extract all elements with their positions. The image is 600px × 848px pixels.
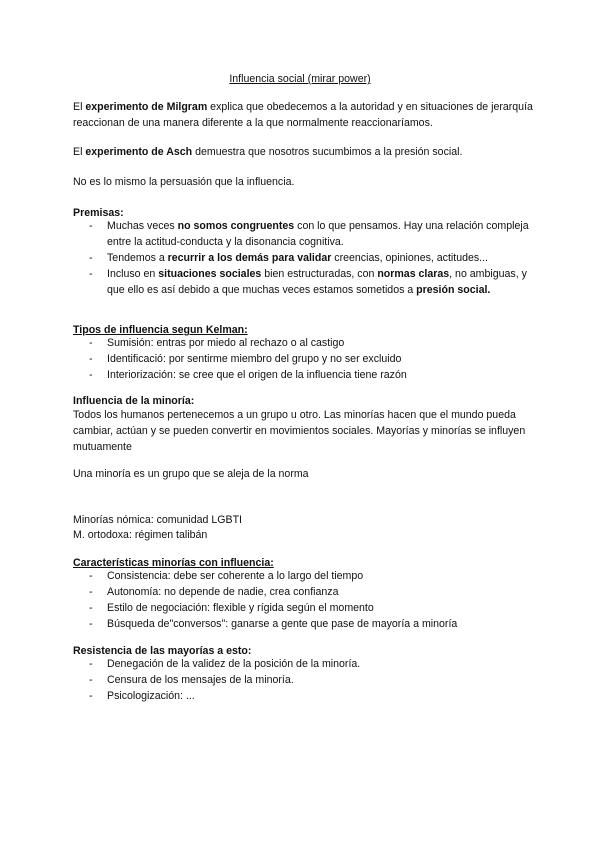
document-title: Influencia social (mirar power) xyxy=(229,73,371,85)
caracteristicas-list xyxy=(73,568,533,632)
minoria-definition: Una minoría es un grupo que se aleja de la norma xyxy=(73,468,309,480)
resistencia-list xyxy=(73,656,533,704)
list-item: - Interiorización: se cree que el origen de la influencia tiene razón xyxy=(89,369,407,381)
list-item: - Búsqueda de"conversos": ganarse a gente que pase de mayoría a minoría xyxy=(89,618,458,630)
kelman-list xyxy=(73,335,533,383)
list-item: - Psicologización: ... xyxy=(89,690,195,702)
minoria-heading: Influencia de la minoría: xyxy=(73,395,195,407)
list-item: - Consistencia: debe ser coherente a lo largo del tiempo xyxy=(89,570,364,582)
premisas-heading: Premisas: xyxy=(73,207,124,219)
list-item: - Identificació: por sentirme miembro del grupo y no ser excluido xyxy=(89,353,402,365)
asch-paragraph: El experimento de Asch demuestra que nosotros sucumbimos a la presión social. xyxy=(73,146,463,158)
list-item: - Incluso en situaciones sociales bien estructuradas, con normas claras, no ambiguas, y que ello es así debido a que muchas veces estamos sometidos a presión social. xyxy=(89,268,527,296)
list-item: - Estilo de negociación: flexible y rígida según el momento xyxy=(89,602,374,614)
minoria-ortodoxa: M. ortodoxa: régimen talibán xyxy=(73,529,208,541)
resistencia-heading: Resistencia de las mayorías a esto: xyxy=(73,645,252,657)
list-item: - Autonomía: no depende de nadie, crea confianza xyxy=(89,586,339,598)
milgram-term: experimento de Milgram xyxy=(85,101,208,113)
premisas-list xyxy=(73,218,533,298)
caracteristicas-heading: Características minorías con influencia: xyxy=(73,557,274,569)
asch-term: experimento de Asch xyxy=(85,146,193,158)
minoria-paragraph: Todos los humanos pertenecemos a un grupo u otro. Las minorías hacen que el mundo pueda cambiar, actúan y se pueden convertir en movimientos sociales. Mayorías y minorías se influyen mutuamente xyxy=(73,409,526,453)
list-item: - Sumisión: entras por miedo al rechazo o al castigo xyxy=(89,337,345,349)
list-item: - Muchas veces no somos congruentes con lo que pensamos. Hay una relación compleja entre la actitud-conducta y la disonancia cognitiva. xyxy=(89,220,529,248)
list-item: - Tendemos a recurrir a los demás para validar creencias, opiniones, actitudes... xyxy=(89,252,488,264)
milgram-paragraph: El experimento de Milgram explica que obedecemos a la autoridad y en situaciones de jerarquía reaccionan de una manera diferente a la que normalmente reaccionaríamos. xyxy=(73,101,533,129)
minoria-nomica: Minorías nómica: comunidad LGBTI xyxy=(73,514,242,526)
list-item: - Censura de los mensajes de la minoría. xyxy=(89,674,294,686)
kelman-heading: Tipos de influencia segun Kelman: xyxy=(73,324,248,336)
list-item: - Denegación de la validez de la posición de la minoría. xyxy=(89,658,361,670)
persuasion-paragraph: No es lo mismo la persuasión que la influencia. xyxy=(73,176,295,188)
